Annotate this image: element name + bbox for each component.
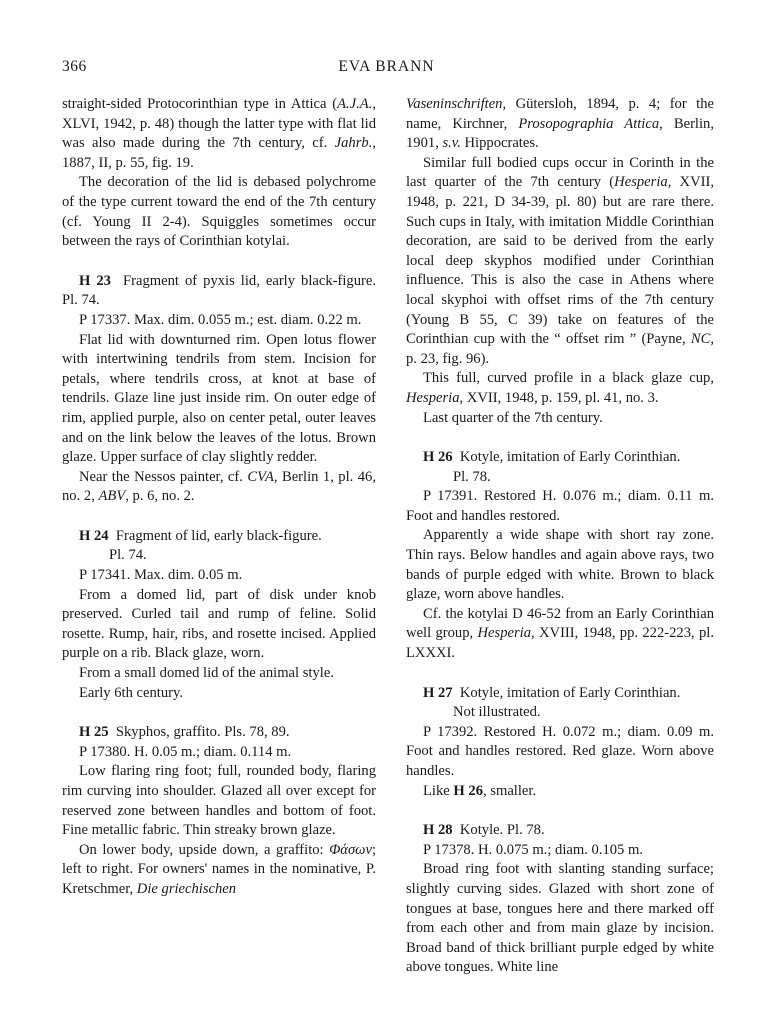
entry-note: From a small domed lid of the animal style. bbox=[79, 665, 334, 682]
catalog-entry-h28 bbox=[406, 821, 714, 978]
entry-description: Low flaring ring foot; full, rounded body, flaring rim curving into shoulder. Glazed all over except for reserved zone between handles and bottom of foot. Fine metallic fabric. Thin streaky brown glaze. bbox=[62, 763, 376, 839]
continuation-paragraph: straight-sided Protocorinthian type in Attica (A.J.A., XLVI, 1942, p. 48) though the latter type with flat lid was also made during the 7th century, cf. Jahrb., 1887, II, p. 55, fig. 19. bbox=[62, 96, 376, 171]
entry-heading: H 25 Skyphos, graffito. Pls. 78, 89. bbox=[79, 724, 290, 741]
entry-heading: H 28 Kotyle. Pl. 78. bbox=[423, 822, 545, 839]
entry-heading: H 26 Kotyle, imitation of Early Corinthian. Pl. 78. bbox=[423, 449, 681, 485]
profile-paragraph: This full, curved profile in a black glaze cup, Hesperia, XVII, 1948, p. 159, pl. 41, no. 3. bbox=[406, 370, 714, 406]
decoration-paragraph: The decoration of the lid is debased polychrome of the type current toward the end of the 7th century (cf. Young II 2-4). Squiggles sometimes occur between the rays of Corinthian kotylai. bbox=[62, 174, 376, 250]
entry-note: Near the Nessos painter, cf. CVA, Berlin 1, pl. 46, no. 2, ABV, p. 6, no. 2. bbox=[62, 468, 376, 505]
entry-heading: H 24 Fragment of lid, early black-figure. Pl. 74. bbox=[79, 527, 322, 564]
entry-inventory: P 17391. Restored H. 0.076 m.; diam. 0.11 m. Foot and handles restored. bbox=[406, 488, 714, 524]
continuation-paragraph: Vaseninschriften, Gütersloh, 1894, p. 4; for the name, Kirchner, Prosopographia Attica, Berlin, 1901, s.v. Hippocrates. bbox=[406, 96, 714, 152]
entry-note: Cf. the kotylai D 46-52 from an Early Corinthian well group, Hesperia, XVIII, 1948, pp. 222-223, pl. LXXXI. bbox=[406, 605, 714, 662]
entry-graffito: On lower body, upside down, a graffito: Φάσων; left to right. For owners' names in the nominative, P. Kretschmer, Die griechischen bbox=[62, 841, 376, 897]
catalog-entry-h23 bbox=[62, 272, 376, 507]
entry-heading: H 23 Fragment of pyxis lid, early black-figure. Pl. 74. bbox=[62, 272, 377, 309]
page-number: 366 bbox=[62, 58, 87, 75]
date-paragraph: Last quarter of the 7th century. bbox=[423, 409, 603, 426]
entry-inventory: P 17337. Max. dim. 0.055 m.; est. diam. 0.22 m. bbox=[79, 311, 362, 328]
entry-inventory: P 17392. Restored H. 0.072 m.; diam. 0.09 m. Foot and handles restored. Red glaze. Worn above handles. bbox=[406, 723, 714, 779]
entry-description: Apparently a wide shape with short ray zone. Thin rays. Below handles and again above rays, two bands of purple edged with white. Brown to black glaze, worn above handles. bbox=[406, 527, 714, 603]
entry-inventory: P 17378. H. 0.075 m.; diam. 0.105 m. bbox=[423, 841, 643, 858]
catalog-entry-h26 bbox=[406, 448, 714, 664]
catalog-entry-h25 bbox=[62, 723, 376, 899]
comparison-paragraph: Similar full bodied cups occur in Corinth in the last quarter of the 7th century (Hesperia, XVII, 1948, p. 221, D 34-39, pl. 80) but are rare there. Such cups in Italy, with imitation Middle Corinthian decoration, are said to be derived from the early local deep skyphos modified under Corinthian influence. This is also the case in Athens where local skyphoi with offset rims of the 7th century (Young B 55, C 39) take on features of the Corinthian cup with the “ offset rim ” (Payne, NC, p. 23, fig. 96). bbox=[406, 154, 715, 367]
entry-description: From a domed lid, part of disk under knob preserved. Curled tail and rump of feline. Solid rosette. Rump, hair, ribs, and rosette incised. Applied purple on a rib. Black glaze, worn. bbox=[62, 586, 376, 662]
entry-inventory: P 17341. Max. dim. 0.05 m. bbox=[79, 567, 243, 584]
entry-heading: H 27 Kotyle, imitation of Early Corinthian. Not illustrated. bbox=[423, 684, 681, 721]
entry-description: Flat lid with downturned rim. Open lotus flower with intertwining tendrils from stem. Incision for petals, where tendrils cross, at knot at base of tendrils. Glaze line just inside rim. On outer edge of rim, applied purple, also on center petal, outer leaves and on the link below the leaves of the lotus. Brown glaze. Upper surface of clay slightly redder. bbox=[62, 331, 376, 466]
running-title: EVA BRANN bbox=[338, 58, 435, 75]
entry-description: Broad ring foot with slanting standing surface; slightly curving sides. Glazed with short zone of tongues at base, tongues here and there marked off from each other and from main glaze by incision. Broad band of thick brilliant purple edged by white above tongues. White line bbox=[406, 861, 714, 976]
entry-date: Early 6th century. bbox=[79, 684, 184, 701]
catalog-entry-h27 bbox=[406, 684, 714, 802]
entry-note: Like H 26, smaller. bbox=[423, 782, 537, 799]
entry-inventory: P 17380. H. 0.05 m.; diam. 0.114 m. bbox=[79, 743, 292, 760]
right-column bbox=[406, 95, 714, 978]
catalog-entry-h24 bbox=[62, 527, 376, 703]
left-column bbox=[62, 95, 376, 900]
